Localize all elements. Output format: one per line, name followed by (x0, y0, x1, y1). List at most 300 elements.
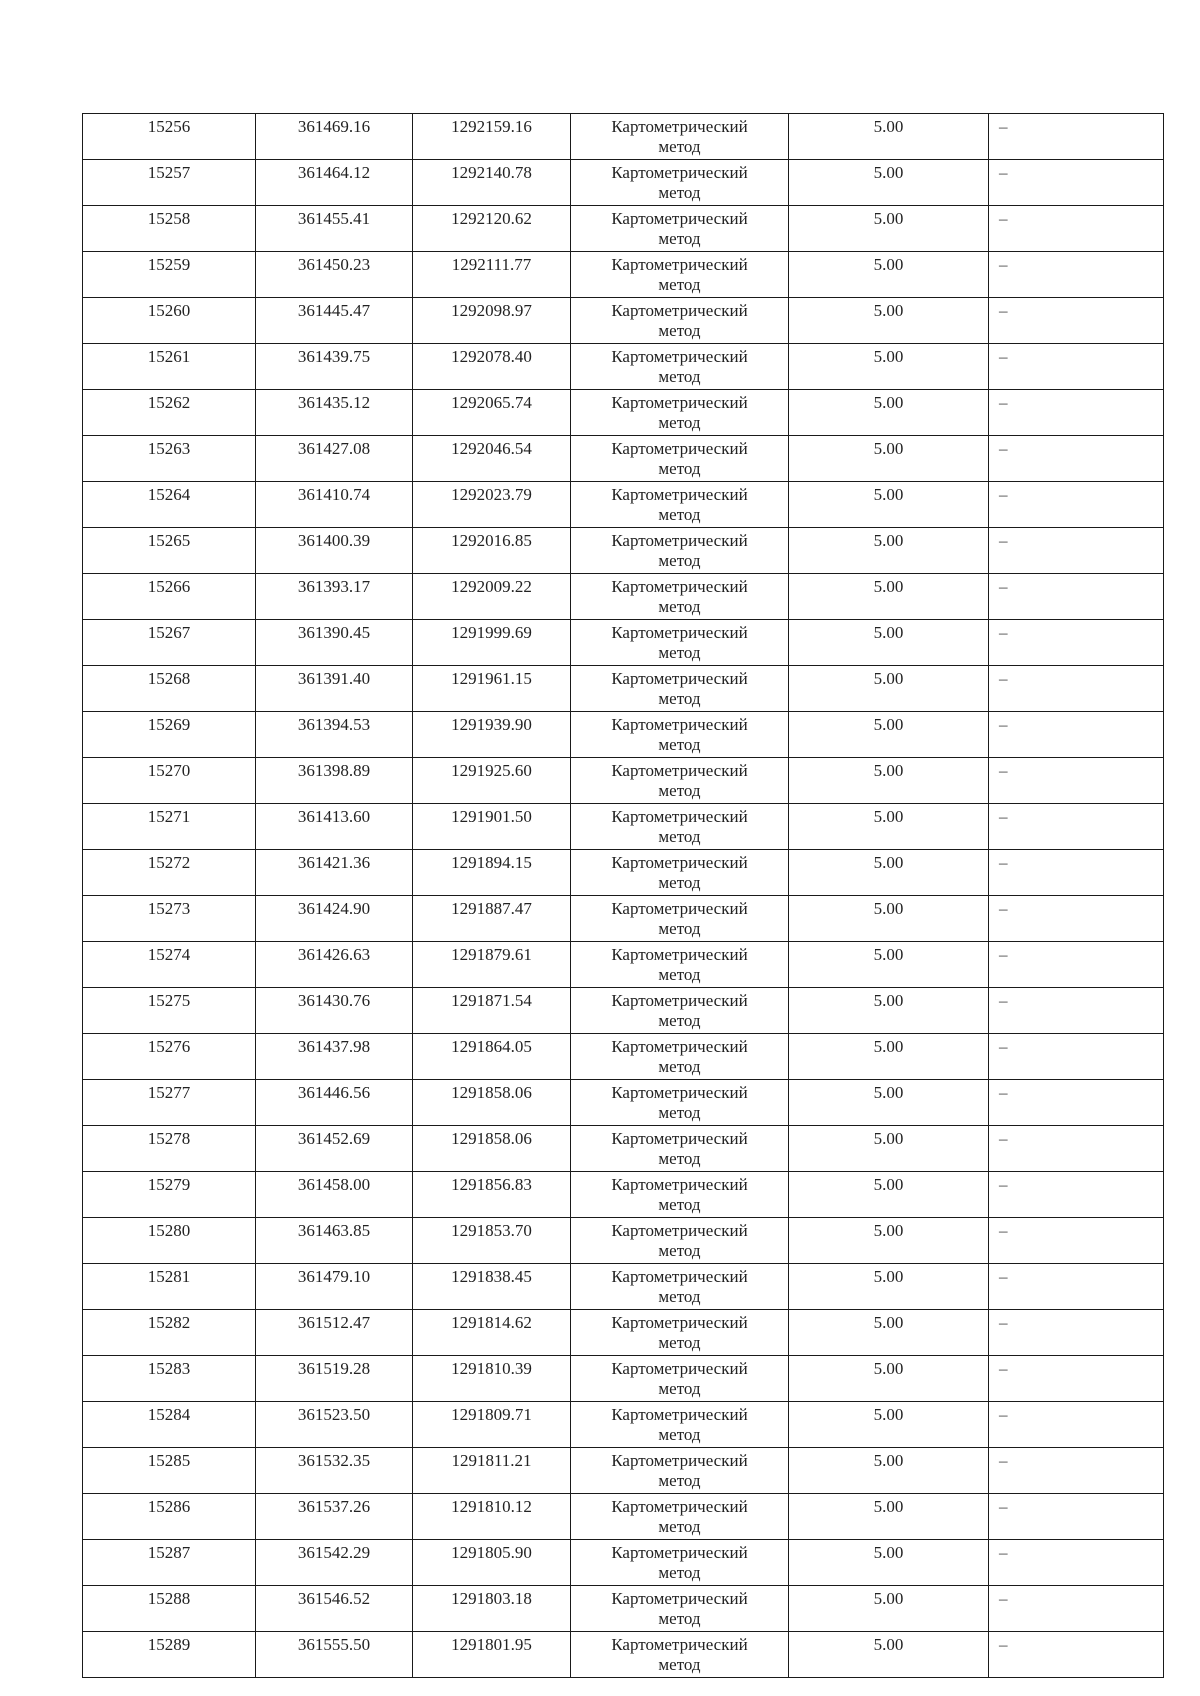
method-cell (571, 1448, 789, 1494)
x-coordinate-cell: 361450.23 (256, 252, 413, 298)
method-line-2: метод (658, 1103, 701, 1122)
method-line-1: Картометрический (611, 439, 748, 458)
note-cell: – (989, 942, 1164, 988)
point-number-cell: 15268 (83, 666, 256, 712)
method-line-2: метод (658, 735, 701, 754)
accuracy-cell: 5.00 (789, 942, 989, 988)
table-row (83, 942, 1164, 988)
accuracy-cell: 5.00 (789, 666, 989, 712)
accuracy-cell: 5.00 (789, 988, 989, 1034)
note-cell: – (989, 1356, 1164, 1402)
method-line-1: Картометрический (611, 347, 748, 366)
coordinates-table-body (83, 114, 1164, 1678)
method-line-2: метод (658, 1425, 701, 1444)
method-cell (571, 298, 789, 344)
y-coordinate-cell: 1292140.78 (413, 160, 571, 206)
point-number-cell: 15261 (83, 344, 256, 390)
method-line-2: метод (658, 275, 701, 294)
table-row (83, 1080, 1164, 1126)
method-cell (571, 436, 789, 482)
accuracy-cell: 5.00 (789, 252, 989, 298)
method-line-2: метод (658, 873, 701, 892)
method-line-1: Картометрический (611, 807, 748, 826)
table-row (83, 988, 1164, 1034)
note-cell: – (989, 1448, 1164, 1494)
method-line-1: Картометрический (611, 209, 748, 228)
method-line-1: Картометрический (611, 531, 748, 550)
y-coordinate-cell: 1292016.85 (413, 528, 571, 574)
table-row (83, 482, 1164, 528)
method-cell (571, 1264, 789, 1310)
method-line-2: метод (658, 1011, 701, 1030)
accuracy-cell: 5.00 (789, 1264, 989, 1310)
coordinates-table (82, 113, 1164, 1678)
table-row (83, 160, 1164, 206)
y-coordinate-cell: 1291858.06 (413, 1126, 571, 1172)
accuracy-cell: 5.00 (789, 436, 989, 482)
table-row (83, 712, 1164, 758)
table-row (83, 252, 1164, 298)
table-row (83, 1540, 1164, 1586)
method-cell (571, 482, 789, 528)
y-coordinate-cell: 1291814.62 (413, 1310, 571, 1356)
x-coordinate-cell: 361410.74 (256, 482, 413, 528)
method-cell (571, 666, 789, 712)
method-line-2: метод (658, 965, 701, 984)
method-line-1: Картометрический (611, 1589, 748, 1608)
point-number-cell: 15286 (83, 1494, 256, 1540)
x-coordinate-cell: 361424.90 (256, 896, 413, 942)
y-coordinate-cell: 1292009.22 (413, 574, 571, 620)
y-coordinate-cell: 1291871.54 (413, 988, 571, 1034)
note-cell: – (989, 1034, 1164, 1080)
x-coordinate-cell: 361463.85 (256, 1218, 413, 1264)
note-cell: – (989, 620, 1164, 666)
note-cell: – (989, 758, 1164, 804)
table-row (83, 528, 1164, 574)
accuracy-cell: 5.00 (789, 758, 989, 804)
accuracy-cell: 5.00 (789, 1448, 989, 1494)
method-cell (571, 1080, 789, 1126)
point-number-cell: 15266 (83, 574, 256, 620)
y-coordinate-cell: 1291901.50 (413, 804, 571, 850)
note-cell: – (989, 436, 1164, 482)
x-coordinate-cell: 361452.69 (256, 1126, 413, 1172)
method-line-2: метод (658, 1241, 701, 1260)
note-cell: – (989, 528, 1164, 574)
method-cell (571, 1126, 789, 1172)
method-line-2: метод (658, 919, 701, 938)
method-cell (571, 896, 789, 942)
method-line-2: метод (658, 827, 701, 846)
x-coordinate-cell: 361437.98 (256, 1034, 413, 1080)
y-coordinate-cell: 1291894.15 (413, 850, 571, 896)
note-cell: – (989, 712, 1164, 758)
y-coordinate-cell: 1292111.77 (413, 252, 571, 298)
method-line-2: метод (658, 1149, 701, 1168)
table-row (83, 620, 1164, 666)
method-cell (571, 528, 789, 574)
point-number-cell: 15258 (83, 206, 256, 252)
method-line-1: Картометрический (611, 1129, 748, 1148)
note-cell: – (989, 390, 1164, 436)
point-number-cell: 15272 (83, 850, 256, 896)
note-cell: – (989, 1172, 1164, 1218)
note-cell: – (989, 666, 1164, 712)
table-row (83, 1126, 1164, 1172)
x-coordinate-cell: 361455.41 (256, 206, 413, 252)
x-coordinate-cell: 361427.08 (256, 436, 413, 482)
note-cell: – (989, 206, 1164, 252)
method-cell (571, 1356, 789, 1402)
y-coordinate-cell: 1291858.06 (413, 1080, 571, 1126)
table-row (83, 666, 1164, 712)
point-number-cell: 15273 (83, 896, 256, 942)
table-row (83, 574, 1164, 620)
accuracy-cell: 5.00 (789, 1080, 989, 1126)
y-coordinate-cell: 1291803.18 (413, 1586, 571, 1632)
accuracy-cell: 5.00 (789, 574, 989, 620)
method-line-1: Картометрический (611, 945, 748, 964)
method-cell (571, 712, 789, 758)
point-number-cell: 15270 (83, 758, 256, 804)
table-row (83, 298, 1164, 344)
method-line-2: метод (658, 459, 701, 478)
point-number-cell: 15263 (83, 436, 256, 482)
method-cell (571, 114, 789, 160)
y-coordinate-cell: 1292046.54 (413, 436, 571, 482)
y-coordinate-cell: 1291856.83 (413, 1172, 571, 1218)
method-cell (571, 1632, 789, 1678)
table-row (83, 344, 1164, 390)
method-line-1: Картометрический (611, 1451, 748, 1470)
x-coordinate-cell: 361523.50 (256, 1402, 413, 1448)
note-cell: – (989, 1218, 1164, 1264)
method-cell (571, 160, 789, 206)
x-coordinate-cell: 361469.16 (256, 114, 413, 160)
point-number-cell: 15281 (83, 1264, 256, 1310)
method-line-2: метод (658, 1609, 701, 1628)
note-cell: – (989, 988, 1164, 1034)
x-coordinate-cell: 361413.60 (256, 804, 413, 850)
method-line-2: метод (658, 1195, 701, 1214)
x-coordinate-cell: 361394.53 (256, 712, 413, 758)
method-cell (571, 344, 789, 390)
y-coordinate-cell: 1292065.74 (413, 390, 571, 436)
table-row (83, 1356, 1164, 1402)
method-cell (571, 804, 789, 850)
table-row (83, 896, 1164, 942)
note-cell: – (989, 1402, 1164, 1448)
table-row (83, 114, 1164, 160)
method-line-2: метод (658, 413, 701, 432)
note-cell: – (989, 1310, 1164, 1356)
point-number-cell: 15278 (83, 1126, 256, 1172)
note-cell: – (989, 850, 1164, 896)
method-line-1: Картометрический (611, 1083, 748, 1102)
y-coordinate-cell: 1291810.12 (413, 1494, 571, 1540)
accuracy-cell: 5.00 (789, 206, 989, 252)
method-line-1: Картометрический (611, 1635, 748, 1654)
method-line-2: метод (658, 1379, 701, 1398)
method-line-1: Картометрический (611, 1175, 748, 1194)
method-line-2: метод (658, 1333, 701, 1352)
method-line-1: Картометрический (611, 117, 748, 136)
table-row (83, 1402, 1164, 1448)
method-cell (571, 252, 789, 298)
x-coordinate-cell: 361391.40 (256, 666, 413, 712)
x-coordinate-cell: 361426.63 (256, 942, 413, 988)
table-row (83, 758, 1164, 804)
note-cell: – (989, 252, 1164, 298)
method-line-2: метод (658, 551, 701, 570)
point-number-cell: 15260 (83, 298, 256, 344)
note-cell: – (989, 298, 1164, 344)
point-number-cell: 15287 (83, 1540, 256, 1586)
accuracy-cell: 5.00 (789, 1218, 989, 1264)
accuracy-cell: 5.00 (789, 804, 989, 850)
x-coordinate-cell: 361393.17 (256, 574, 413, 620)
point-number-cell: 15274 (83, 942, 256, 988)
method-line-2: метод (658, 1057, 701, 1076)
method-line-1: Картометрический (611, 163, 748, 182)
table-row (83, 1172, 1164, 1218)
accuracy-cell: 5.00 (789, 160, 989, 206)
point-number-cell: 15262 (83, 390, 256, 436)
note-cell: – (989, 1586, 1164, 1632)
method-cell (571, 850, 789, 896)
point-number-cell: 15285 (83, 1448, 256, 1494)
y-coordinate-cell: 1291801.95 (413, 1632, 571, 1678)
point-number-cell: 15283 (83, 1356, 256, 1402)
point-number-cell: 15267 (83, 620, 256, 666)
y-coordinate-cell: 1292120.62 (413, 206, 571, 252)
x-coordinate-cell: 361430.76 (256, 988, 413, 1034)
point-number-cell: 15289 (83, 1632, 256, 1678)
method-cell (571, 942, 789, 988)
method-cell (571, 1172, 789, 1218)
x-coordinate-cell: 361555.50 (256, 1632, 413, 1678)
note-cell: – (989, 1494, 1164, 1540)
method-cell (571, 988, 789, 1034)
y-coordinate-cell: 1292023.79 (413, 482, 571, 528)
accuracy-cell: 5.00 (789, 1356, 989, 1402)
point-number-cell: 15276 (83, 1034, 256, 1080)
method-cell (571, 1586, 789, 1632)
note-cell: – (989, 160, 1164, 206)
accuracy-cell: 5.00 (789, 114, 989, 160)
accuracy-cell: 5.00 (789, 1586, 989, 1632)
table-row (83, 804, 1164, 850)
accuracy-cell: 5.00 (789, 1126, 989, 1172)
accuracy-cell: 5.00 (789, 896, 989, 942)
y-coordinate-cell: 1292159.16 (413, 114, 571, 160)
y-coordinate-cell: 1291939.90 (413, 712, 571, 758)
method-line-2: метод (658, 643, 701, 662)
method-line-2: метод (658, 1563, 701, 1582)
table-row (83, 1264, 1164, 1310)
x-coordinate-cell: 361398.89 (256, 758, 413, 804)
accuracy-cell: 5.00 (789, 1034, 989, 1080)
method-line-2: метод (658, 689, 701, 708)
x-coordinate-cell: 361519.28 (256, 1356, 413, 1402)
method-line-2: метод (658, 229, 701, 248)
method-cell (571, 1310, 789, 1356)
x-coordinate-cell: 361439.75 (256, 344, 413, 390)
table-row (83, 1310, 1164, 1356)
method-line-2: метод (658, 1287, 701, 1306)
note-cell: – (989, 482, 1164, 528)
x-coordinate-cell: 361542.29 (256, 1540, 413, 1586)
method-cell (571, 1402, 789, 1448)
accuracy-cell: 5.00 (789, 1540, 989, 1586)
point-number-cell: 15288 (83, 1586, 256, 1632)
point-number-cell: 15264 (83, 482, 256, 528)
table-row (83, 1586, 1164, 1632)
method-cell (571, 758, 789, 804)
x-coordinate-cell: 361400.39 (256, 528, 413, 574)
y-coordinate-cell: 1291809.71 (413, 1402, 571, 1448)
point-number-cell: 15259 (83, 252, 256, 298)
method-line-1: Картометрический (611, 1543, 748, 1562)
method-line-2: метод (658, 1655, 701, 1674)
method-line-2: метод (658, 321, 701, 340)
point-number-cell: 15271 (83, 804, 256, 850)
method-line-1: Картометрический (611, 1497, 748, 1516)
method-cell (571, 1494, 789, 1540)
table-row (83, 1494, 1164, 1540)
accuracy-cell: 5.00 (789, 1494, 989, 1540)
y-coordinate-cell: 1291805.90 (413, 1540, 571, 1586)
method-line-1: Картометрический (611, 899, 748, 918)
table-row (83, 206, 1164, 252)
y-coordinate-cell: 1291925.60 (413, 758, 571, 804)
point-number-cell: 15280 (83, 1218, 256, 1264)
x-coordinate-cell: 361537.26 (256, 1494, 413, 1540)
accuracy-cell: 5.00 (789, 1310, 989, 1356)
method-line-2: метод (658, 1517, 701, 1536)
x-coordinate-cell: 361445.47 (256, 298, 413, 344)
method-cell (571, 1540, 789, 1586)
method-line-1: Картометрический (611, 991, 748, 1010)
y-coordinate-cell: 1291810.39 (413, 1356, 571, 1402)
x-coordinate-cell: 361512.47 (256, 1310, 413, 1356)
method-line-1: Картометрический (611, 485, 748, 504)
method-line-2: метод (658, 505, 701, 524)
note-cell: – (989, 114, 1164, 160)
method-line-1: Картометрический (611, 1359, 748, 1378)
x-coordinate-cell: 361532.35 (256, 1448, 413, 1494)
y-coordinate-cell: 1291853.70 (413, 1218, 571, 1264)
table-row (83, 390, 1164, 436)
point-number-cell: 15282 (83, 1310, 256, 1356)
method-cell (571, 390, 789, 436)
method-line-1: Картометрический (611, 761, 748, 780)
accuracy-cell: 5.00 (789, 1172, 989, 1218)
accuracy-cell: 5.00 (789, 1402, 989, 1448)
method-line-1: Картометрический (611, 1313, 748, 1332)
note-cell: – (989, 1540, 1164, 1586)
note-cell: – (989, 344, 1164, 390)
method-line-2: метод (658, 781, 701, 800)
note-cell: – (989, 1264, 1164, 1310)
x-coordinate-cell: 361464.12 (256, 160, 413, 206)
accuracy-cell: 5.00 (789, 620, 989, 666)
point-number-cell: 15269 (83, 712, 256, 758)
method-line-1: Картометрический (611, 393, 748, 412)
x-coordinate-cell: 361546.52 (256, 1586, 413, 1632)
table-row (83, 1448, 1164, 1494)
method-line-1: Картометрический (611, 669, 748, 688)
note-cell: – (989, 1632, 1164, 1678)
table-row (83, 1218, 1164, 1264)
method-line-1: Картометрический (611, 1037, 748, 1056)
table-row (83, 1034, 1164, 1080)
method-line-1: Картометрический (611, 715, 748, 734)
note-cell: – (989, 804, 1164, 850)
note-cell: – (989, 896, 1164, 942)
method-line-1: Картометрический (611, 853, 748, 872)
method-line-2: метод (658, 597, 701, 616)
x-coordinate-cell: 361458.00 (256, 1172, 413, 1218)
method-line-1: Картометрический (611, 623, 748, 642)
table-row (83, 1632, 1164, 1678)
accuracy-cell: 5.00 (789, 482, 989, 528)
accuracy-cell: 5.00 (789, 390, 989, 436)
table-row (83, 436, 1164, 482)
note-cell: – (989, 574, 1164, 620)
y-coordinate-cell: 1292078.40 (413, 344, 571, 390)
x-coordinate-cell: 361435.12 (256, 390, 413, 436)
method-line-1: Картометрический (611, 255, 748, 274)
method-line-2: метод (658, 183, 701, 202)
point-number-cell: 15265 (83, 528, 256, 574)
y-coordinate-cell: 1291961.15 (413, 666, 571, 712)
method-line-2: метод (658, 367, 701, 386)
method-line-1: Картометрический (611, 1405, 748, 1424)
y-coordinate-cell: 1291887.47 (413, 896, 571, 942)
y-coordinate-cell: 1291838.45 (413, 1264, 571, 1310)
method-line-2: метод (658, 1471, 701, 1490)
method-cell (571, 1034, 789, 1080)
x-coordinate-cell: 361390.45 (256, 620, 413, 666)
y-coordinate-cell: 1292098.97 (413, 298, 571, 344)
point-number-cell: 15257 (83, 160, 256, 206)
note-cell: – (989, 1080, 1164, 1126)
method-line-1: Картометрический (611, 577, 748, 596)
point-number-cell: 15279 (83, 1172, 256, 1218)
point-number-cell: 15284 (83, 1402, 256, 1448)
accuracy-cell: 5.00 (789, 1632, 989, 1678)
y-coordinate-cell: 1291999.69 (413, 620, 571, 666)
point-number-cell: 15256 (83, 114, 256, 160)
accuracy-cell: 5.00 (789, 850, 989, 896)
x-coordinate-cell: 361479.10 (256, 1264, 413, 1310)
y-coordinate-cell: 1291864.05 (413, 1034, 571, 1080)
x-coordinate-cell: 361421.36 (256, 850, 413, 896)
point-number-cell: 15277 (83, 1080, 256, 1126)
accuracy-cell: 5.00 (789, 528, 989, 574)
note-cell: – (989, 1126, 1164, 1172)
method-line-1: Картометрический (611, 301, 748, 320)
accuracy-cell: 5.00 (789, 344, 989, 390)
method-line-2: метод (658, 137, 701, 156)
method-cell (571, 206, 789, 252)
accuracy-cell: 5.00 (789, 298, 989, 344)
point-number-cell: 15275 (83, 988, 256, 1034)
method-line-1: Картометрический (611, 1221, 748, 1240)
method-cell (571, 574, 789, 620)
